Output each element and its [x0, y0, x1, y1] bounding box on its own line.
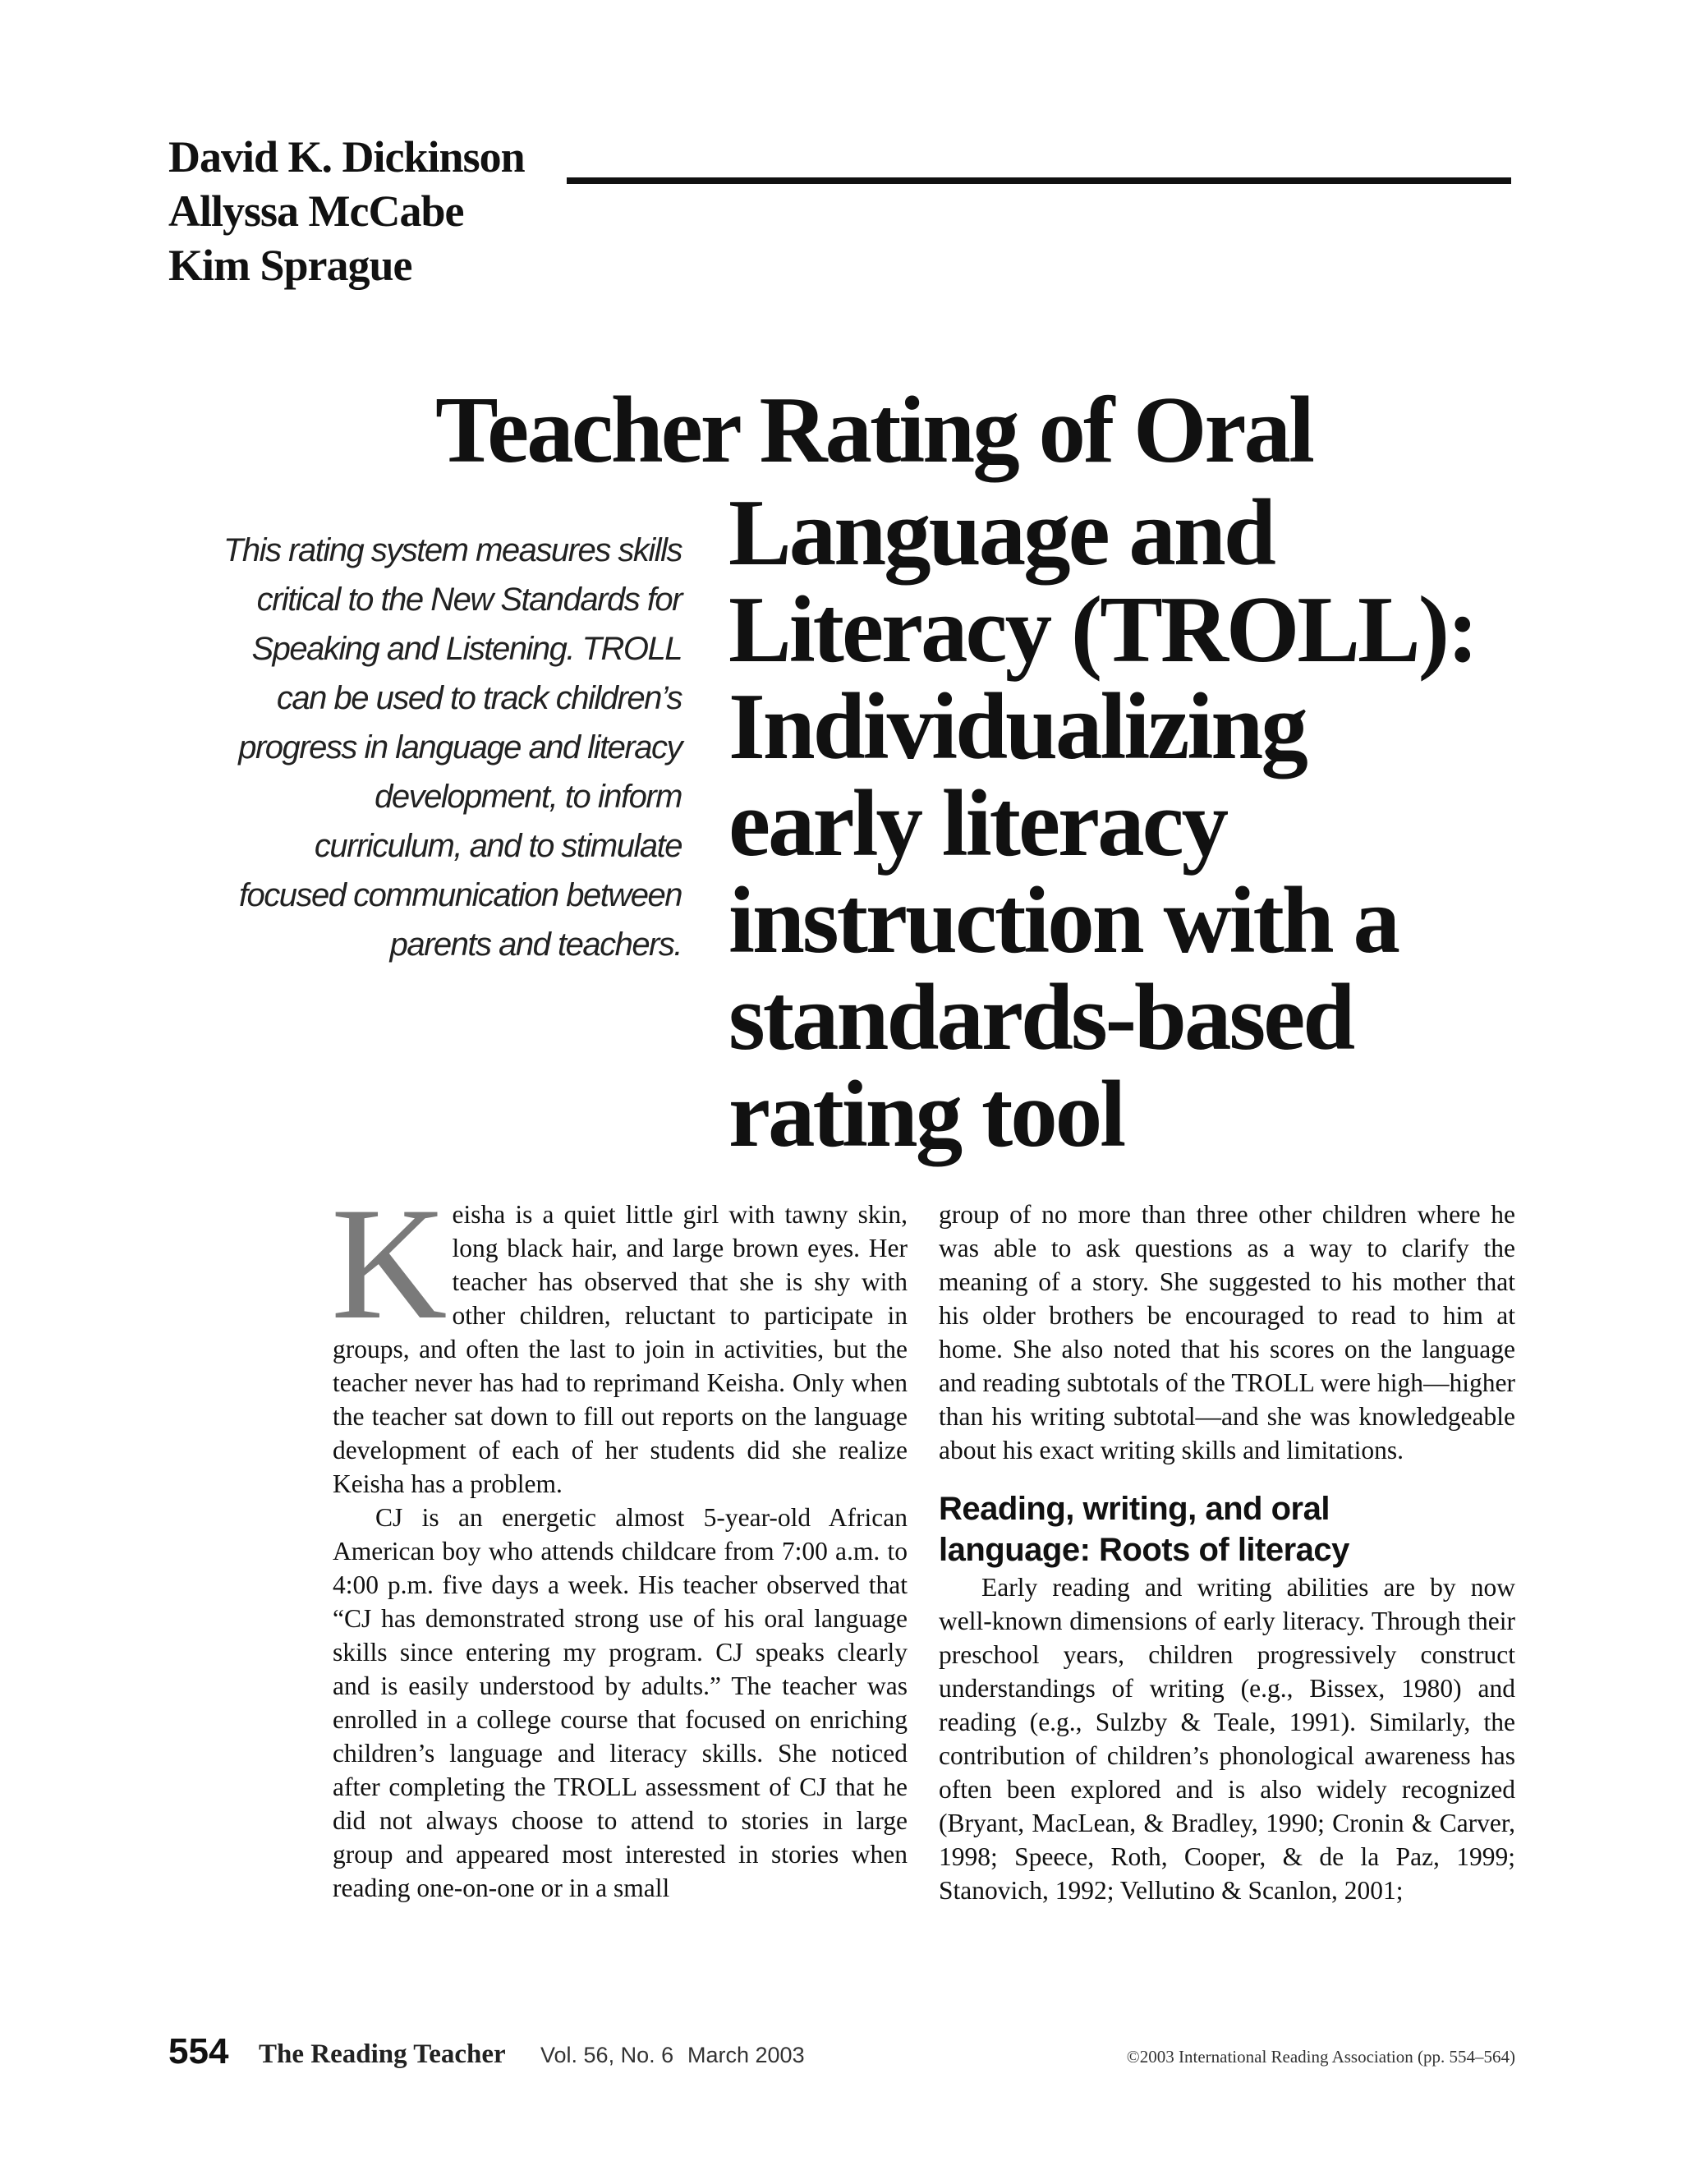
copyright-notice: ©2003 International Reading Association (pp. 554–564) — [1126, 2047, 1515, 2067]
article-title-line: Individualizing — [728, 674, 1306, 779]
article-title-line: standards-based — [728, 965, 1353, 1069]
section-heading-line: Reading, writing, and oral — [939, 1491, 1330, 1527]
author-name: Allyssa McCabe — [168, 186, 464, 236]
page-number: 554 — [168, 2031, 229, 2071]
drop-cap: K — [331, 1175, 448, 1353]
page-footer — [168, 2029, 1515, 2075]
volume-issue: Vol. 56, No. 6 — [540, 2043, 674, 2067]
author-rule-divider — [567, 177, 1511, 184]
deck-line: parents and teachers. — [389, 926, 682, 963]
article-title-line: Literacy (TROLL): — [728, 577, 1477, 682]
article-title-line: early literacy — [728, 771, 1227, 876]
author-list — [168, 130, 525, 292]
body-paragraph — [331, 1175, 908, 1501]
body-column-left — [331, 1175, 908, 1905]
section-heading-line: language: Roots of literacy — [939, 1532, 1349, 1568]
journal-name: The Reading Teacher — [259, 2039, 506, 2069]
paragraph-text: eisha is a quiet little girl with tawny skin, long black hair, and large brown eyes. Her teacher has observed that she is shy with other children, reluctant to participate in groups, and often the last to join in activities, but the teacher never has had to reprimand Keisha. Only when the teacher sat down to fill out reports on the language development of each of her students did she realize Keisha has a problem. — [333, 1200, 908, 1498]
author-name: David K. Dickinson — [168, 132, 525, 182]
article-title-line: Language and — [728, 480, 1274, 585]
author-name: Kim Sprague — [168, 241, 412, 290]
deck-line: can be used to track children’s — [276, 680, 682, 716]
body-paragraph: CJ is an energetic almost 5-year-old African American boy who attends childcare from 7:00 a.m. to 4:00 p.m. five days a week. His teacher observed that “CJ has demonstrated strong use of his oral language skills since entering my program. CJ speaks clearly and is easily understood by adults.” The teacher was enrolled in a college course that focused on enriching children’s language and literacy skills. She noticed after completing the TROLL assessment of CJ that he did not always choose to attend to stories in large group and appeared most interested in stories when reading one-on-one or in a small — [333, 1503, 908, 1902]
issue-date: March 2003 — [687, 2043, 805, 2067]
article-title-line: rating tool — [728, 1062, 1124, 1166]
section-heading — [939, 1488, 1515, 1570]
deck-line: Speaking and Listening. TROLL — [251, 631, 682, 667]
deck-line: progress in language and literacy — [238, 729, 682, 766]
article-title-line: Teacher Rating of Oral — [435, 378, 1312, 482]
body-paragraph: group of no more than three other children where he was able to ask questions as a way to clarify the meaning of a story. She suggested to his mother that his older brothers be encouraged to read to him at home. She also noted that his scores on the language and reading subtotals of the TROLL were high—higher than his writing subtotal—and she was knowledgeable about his exact writing skills and limitations. — [939, 1200, 1515, 1464]
article-deck — [160, 526, 682, 969]
article-title-line: instruction with a — [728, 868, 1398, 972]
deck-line: This rating system measures skills — [223, 532, 682, 568]
body-paragraph: Early reading and writing abilities are by now well-known dimensions of early literacy. Through their preschool years, children progressively construct understandings of writing (e.g., Bissex, 1980) and reading (e.g., Sulzby & Teale, 1991). Similarly, the contribution of children’s phonological awareness has often been explored and is also widely recognized (Bryant, MacLean, & Bradley, 1990; Cronin & Carver, 1998; Speece, Roth, Cooper, & de la Paz, 1999; Stanovich, 1992; Vellutino & Scanlon, 2001; — [939, 1573, 1515, 1905]
deck-line: focused communication between — [238, 877, 682, 913]
body-column-right — [939, 1198, 1515, 1907]
article-title — [728, 480, 1477, 1166]
deck-line: development, to inform — [375, 779, 682, 815]
deck-line: critical to the New Standards for — [256, 582, 682, 618]
deck-line: curriculum, and to stimulate — [314, 828, 682, 864]
